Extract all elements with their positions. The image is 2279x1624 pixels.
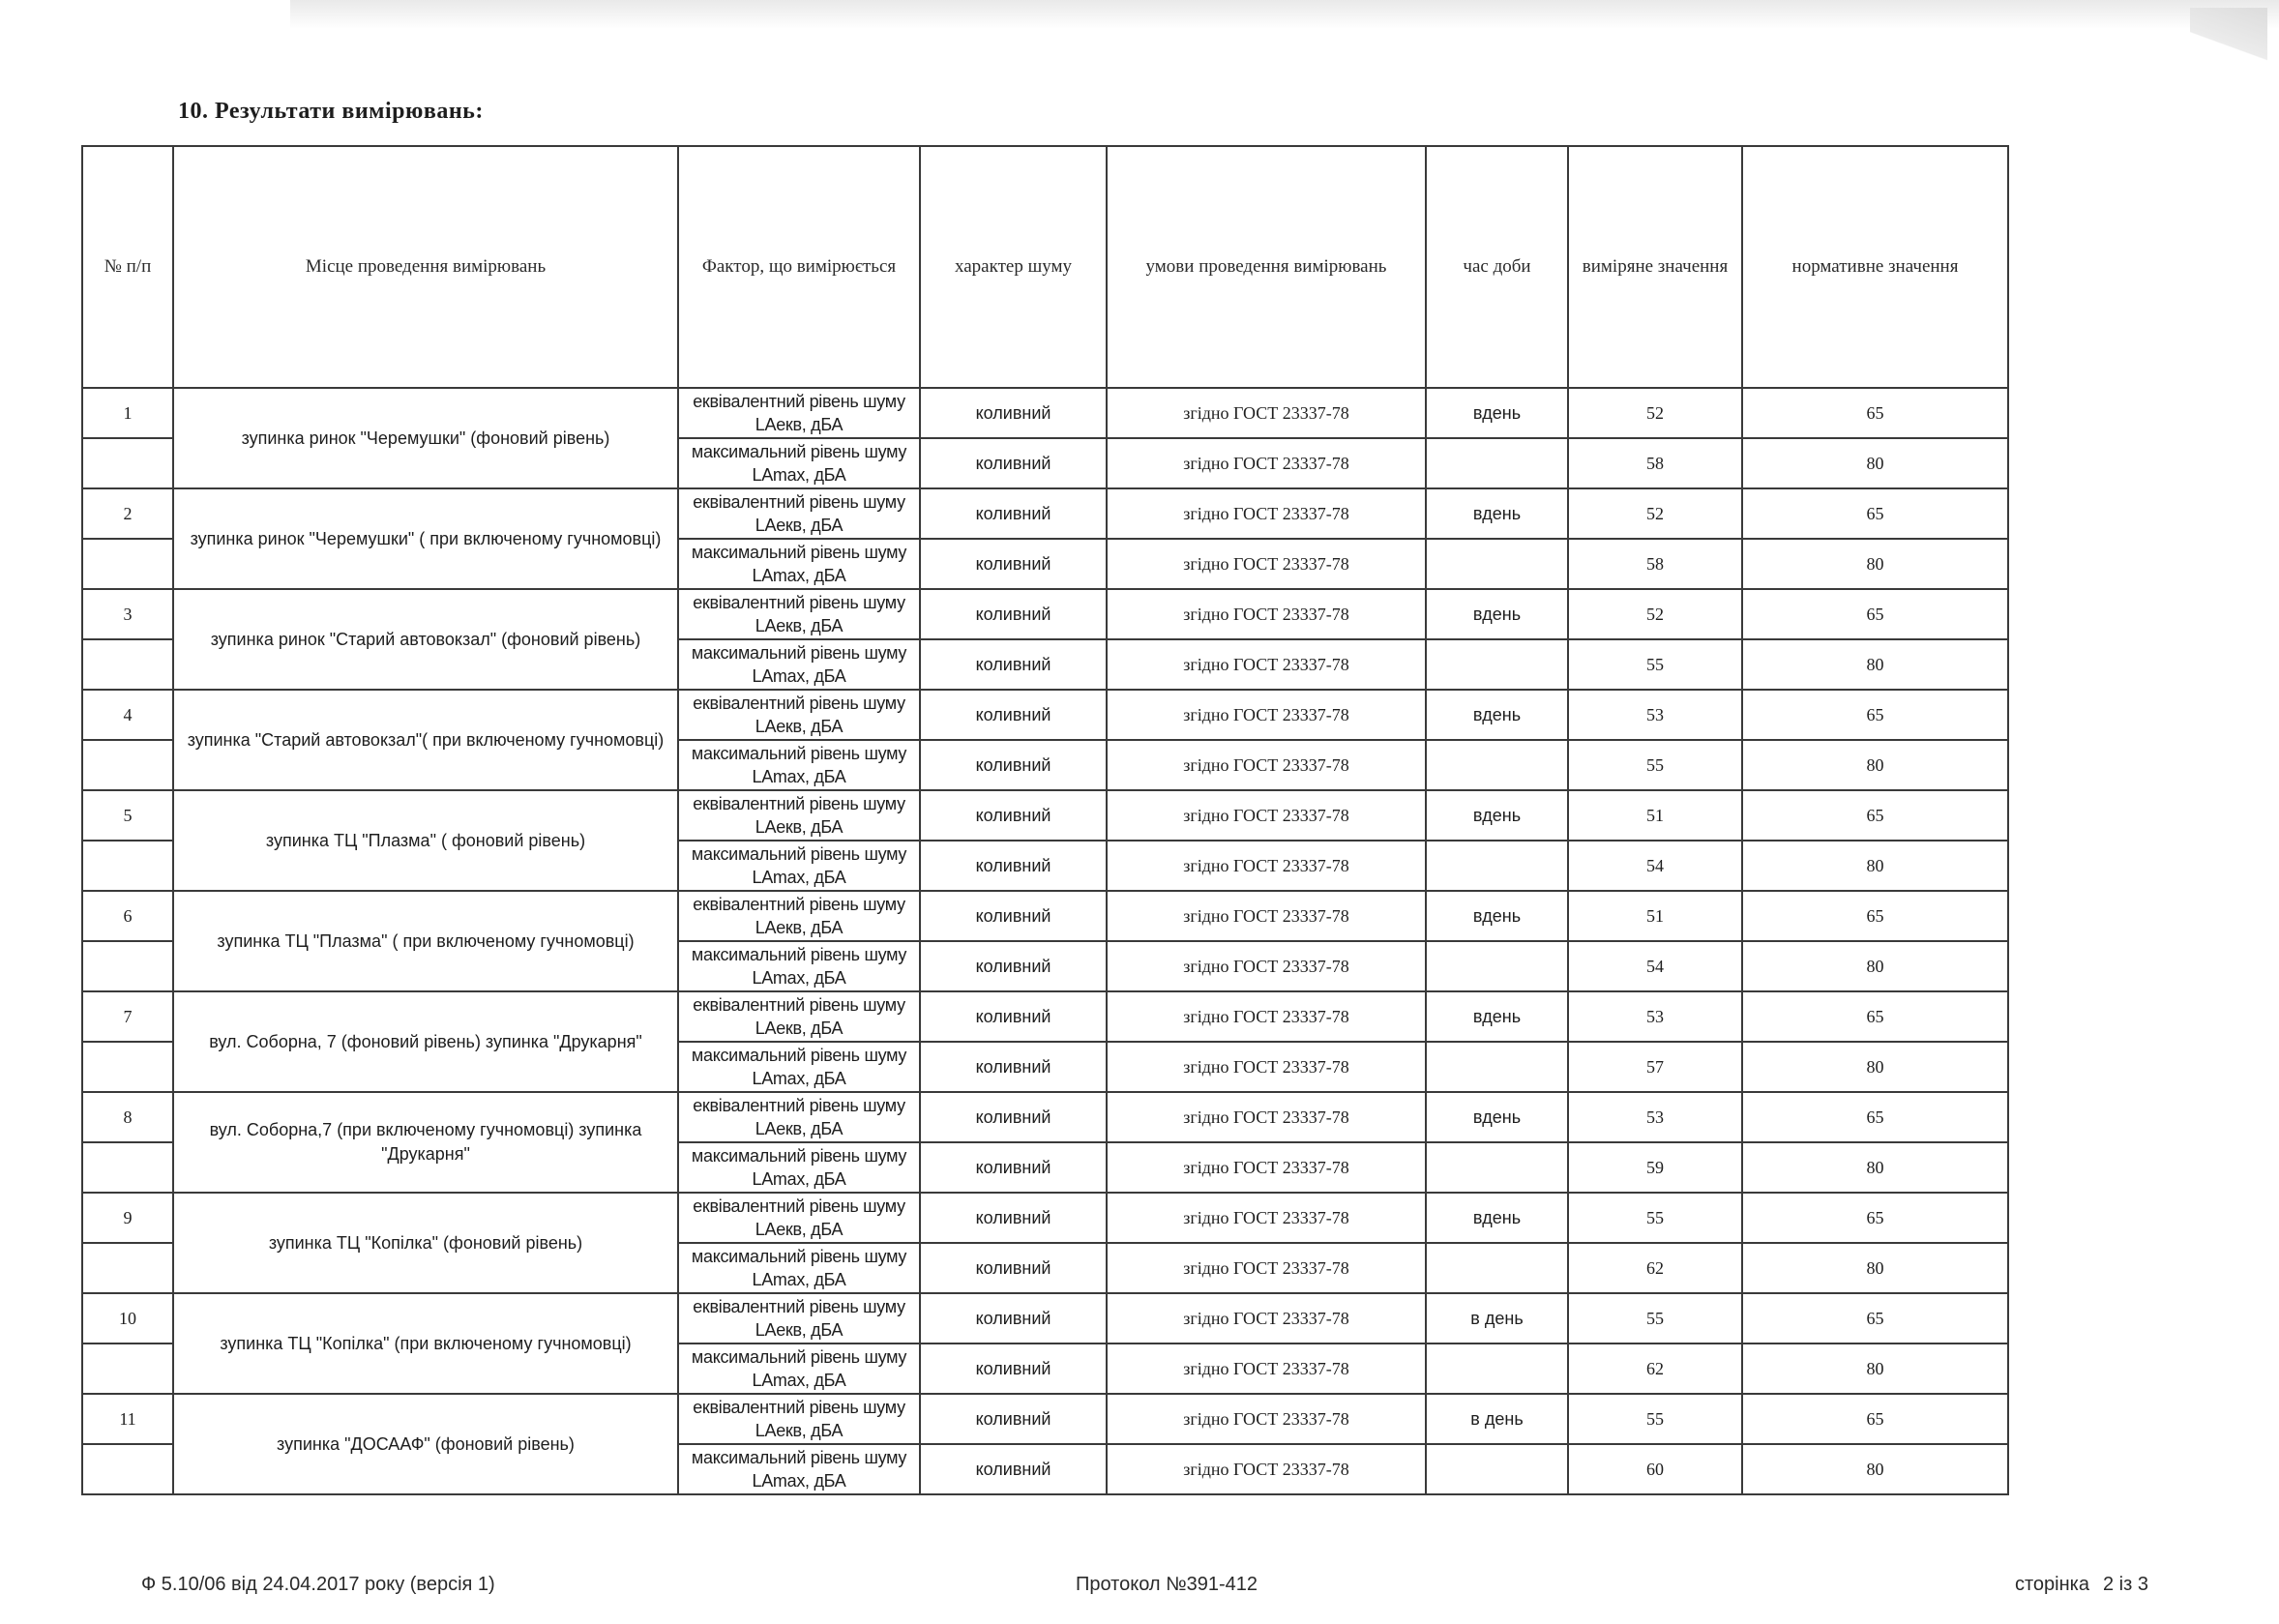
cell-place: зупинка "Старий автовокзал"( при включеному гучномовці) xyxy=(173,690,678,790)
cell-conditions: згідно ГОСТ 23337-78 xyxy=(1107,841,1426,891)
cell-normative-value: 80 xyxy=(1742,438,2008,488)
cell-character: коливний xyxy=(920,690,1107,740)
cell-measured-value: 62 xyxy=(1568,1243,1742,1293)
cell-conditions: згідно ГОСТ 23337-78 xyxy=(1107,1042,1426,1092)
cell-normative-value: 80 xyxy=(1742,1142,2008,1193)
cell-normative-value: 65 xyxy=(1742,1394,2008,1444)
cell-character: коливний xyxy=(920,790,1107,841)
cell-measured-value: 55 xyxy=(1568,639,1742,690)
cell-character: коливний xyxy=(920,740,1107,790)
cell-normative-value: 80 xyxy=(1742,1243,2008,1293)
cell-conditions: згідно ГОСТ 23337-78 xyxy=(1107,1092,1426,1142)
cell-daytime: вдень xyxy=(1426,991,1568,1042)
cell-daytime xyxy=(1426,1042,1568,1092)
cell-factor: максимальний рівень шуму LAmax, дБА xyxy=(678,740,920,790)
cell-factor: еквівалентний рівень шуму LAекв, дБА xyxy=(678,690,920,740)
cell-measured-value: 53 xyxy=(1568,991,1742,1042)
cell-daytime: вдень xyxy=(1426,388,1568,438)
cell-character: коливний xyxy=(920,488,1107,539)
cell-character: коливний xyxy=(920,589,1107,639)
page-of: 2 із 3 xyxy=(2102,1574,2148,1595)
cell-character: коливний xyxy=(920,1092,1107,1142)
header-num: № п/п xyxy=(82,146,173,388)
cell-num: 2 xyxy=(82,488,173,539)
cell-daytime: вдень xyxy=(1426,790,1568,841)
cell-place: вул. Соборна,7 (при включеному гучномовці) зупинка "Друкарня" xyxy=(173,1092,678,1193)
page-label: сторінка xyxy=(2015,1574,2089,1595)
cell-conditions: згідно ГОСТ 23337-78 xyxy=(1107,941,1426,991)
cell-daytime xyxy=(1426,841,1568,891)
cell-character: коливний xyxy=(920,539,1107,589)
cell-conditions: згідно ГОСТ 23337-78 xyxy=(1107,488,1426,539)
cell-normative-value: 80 xyxy=(1742,539,2008,589)
cell-measured-value: 55 xyxy=(1568,1394,1742,1444)
cell-num xyxy=(82,438,173,488)
cell-measured-value: 58 xyxy=(1568,438,1742,488)
cell-factor: максимальний рівень шуму LAmax, дБА xyxy=(678,438,920,488)
cell-conditions: згідно ГОСТ 23337-78 xyxy=(1107,740,1426,790)
cell-num: 4 xyxy=(82,690,173,740)
cell-conditions: згідно ГОСТ 23337-78 xyxy=(1107,438,1426,488)
cell-daytime: вдень xyxy=(1426,1193,1568,1243)
cell-character: коливний xyxy=(920,438,1107,488)
cell-num: 3 xyxy=(82,589,173,639)
cell-measured-value: 58 xyxy=(1568,539,1742,589)
cell-measured-value: 54 xyxy=(1568,941,1742,991)
cell-character: коливний xyxy=(920,1142,1107,1193)
table-row xyxy=(82,1092,2008,1142)
cell-daytime xyxy=(1426,438,1568,488)
cell-measured-value: 52 xyxy=(1568,589,1742,639)
cell-factor: максимальний рівень шуму LAmax, дБА xyxy=(678,1243,920,1293)
cell-factor: максимальний рівень шуму LAmax, дБА xyxy=(678,539,920,589)
cell-measured-value: 59 xyxy=(1568,1142,1742,1193)
cell-num: 7 xyxy=(82,991,173,1042)
cell-measured-value: 53 xyxy=(1568,1092,1742,1142)
cell-factor: еквівалентний рівень шуму LAекв, дБА xyxy=(678,790,920,841)
cell-normative-value: 80 xyxy=(1742,639,2008,690)
cell-conditions: згідно ГОСТ 23337-78 xyxy=(1107,539,1426,589)
cell-normative-value: 65 xyxy=(1742,991,2008,1042)
scan-edge-shadow xyxy=(290,0,2279,29)
cell-normative-value: 65 xyxy=(1742,488,2008,539)
cell-num xyxy=(82,539,173,589)
cell-num: 11 xyxy=(82,1394,173,1444)
table-row xyxy=(82,790,2008,841)
cell-daytime xyxy=(1426,1142,1568,1193)
cell-normative-value: 65 xyxy=(1742,1193,2008,1243)
cell-conditions: згідно ГОСТ 23337-78 xyxy=(1107,690,1426,740)
table-row xyxy=(82,891,2008,941)
header-place: Місце проведення вимірювань xyxy=(173,146,678,388)
table-row xyxy=(82,1293,2008,1343)
cell-num xyxy=(82,841,173,891)
results-table xyxy=(81,145,2009,1495)
header-daytime: час доби xyxy=(1426,146,1568,388)
cell-normative-value: 80 xyxy=(1742,740,2008,790)
cell-factor: еквівалентний рівень шуму LAекв, дБА xyxy=(678,891,920,941)
cell-factor: еквівалентний рівень шуму LAекв, дБА xyxy=(678,589,920,639)
cell-num: 10 xyxy=(82,1293,173,1343)
cell-conditions: згідно ГОСТ 23337-78 xyxy=(1107,1343,1426,1394)
header-conditions: умови проведення вимірювань xyxy=(1107,146,1426,388)
cell-num xyxy=(82,1243,173,1293)
cell-measured-value: 52 xyxy=(1568,488,1742,539)
cell-place: зупинка "ДОСААФ" (фоновий рівень) xyxy=(173,1394,678,1494)
cell-character: коливний xyxy=(920,991,1107,1042)
page-corner-fold xyxy=(2190,8,2267,95)
footer-protocol-number: Протокол №391-412 xyxy=(1076,1574,1258,1595)
cell-daytime xyxy=(1426,1444,1568,1494)
cell-conditions: згідно ГОСТ 23337-78 xyxy=(1107,991,1426,1042)
cell-daytime: вдень xyxy=(1426,690,1568,740)
cell-daytime: в день xyxy=(1426,1293,1568,1343)
cell-num xyxy=(82,1444,173,1494)
table-row xyxy=(82,690,2008,740)
cell-character: коливний xyxy=(920,1394,1107,1444)
cell-conditions: згідно ГОСТ 23337-78 xyxy=(1107,790,1426,841)
cell-conditions: згідно ГОСТ 23337-78 xyxy=(1107,1293,1426,1343)
cell-factor: максимальний рівень шуму LAmax, дБА xyxy=(678,841,920,891)
table-row xyxy=(82,991,2008,1042)
cell-character: коливний xyxy=(920,1243,1107,1293)
cell-num: 5 xyxy=(82,790,173,841)
cell-measured-value: 55 xyxy=(1568,1193,1742,1243)
cell-measured-value: 57 xyxy=(1568,1042,1742,1092)
cell-normative-value: 65 xyxy=(1742,1293,2008,1343)
footer-form-code: Ф 5.10/06 від 24.04.2017 року (версія 1) xyxy=(141,1574,495,1595)
cell-conditions: згідно ГОСТ 23337-78 xyxy=(1107,1394,1426,1444)
cell-normative-value: 80 xyxy=(1742,841,2008,891)
cell-place: вул. Соборна, 7 (фоновий рівень) зупинка "Друкарня" xyxy=(173,991,678,1092)
cell-factor: максимальний рівень шуму LAmax, дБА xyxy=(678,1444,920,1494)
cell-place: зупинка ринок "Старий автовокзал" (фоновий рівень) xyxy=(173,589,678,690)
table-row xyxy=(82,1394,2008,1444)
header-character: характер шуму xyxy=(920,146,1107,388)
cell-character: коливний xyxy=(920,941,1107,991)
cell-place: зупинка ТЦ "Копілка" (фоновий рівень) xyxy=(173,1193,678,1293)
cell-daytime: вдень xyxy=(1426,891,1568,941)
cell-measured-value: 52 xyxy=(1568,388,1742,438)
cell-conditions: згідно ГОСТ 23337-78 xyxy=(1107,1243,1426,1293)
cell-place: зупинка ТЦ "Плазма" ( при включеному гучномовці) xyxy=(173,891,678,991)
cell-conditions: згідно ГОСТ 23337-78 xyxy=(1107,388,1426,438)
table-row xyxy=(82,488,2008,539)
cell-factor: еквівалентний рівень шуму LAекв, дБА xyxy=(678,1293,920,1343)
cell-factor: еквівалентний рівень шуму LAекв, дБА xyxy=(678,1193,920,1243)
cell-num: 9 xyxy=(82,1193,173,1243)
cell-daytime: вдень xyxy=(1426,488,1568,539)
cell-daytime xyxy=(1426,1243,1568,1293)
cell-place: зупинка ринок "Черемушки" ( при включеному гучномовці) xyxy=(173,488,678,589)
cell-conditions: згідно ГОСТ 23337-78 xyxy=(1107,589,1426,639)
cell-normative-value: 65 xyxy=(1742,891,2008,941)
cell-factor: максимальний рівень шуму LAmax, дБА xyxy=(678,1142,920,1193)
cell-character: коливний xyxy=(920,388,1107,438)
cell-factor: еквівалентний рівень шуму LAекв, дБА xyxy=(678,991,920,1042)
cell-conditions: згідно ГОСТ 23337-78 xyxy=(1107,1142,1426,1193)
cell-place: зупинка ринок "Черемушки" (фоновий рівень) xyxy=(173,388,678,488)
header-normative: нормативне значення xyxy=(1742,146,2008,388)
cell-normative-value: 80 xyxy=(1742,1444,2008,1494)
cell-factor: максимальний рівень шуму LAmax, дБА xyxy=(678,1042,920,1092)
table-header-row xyxy=(82,146,2008,388)
cell-num: 8 xyxy=(82,1092,173,1142)
table-row xyxy=(82,388,2008,438)
cell-normative-value: 65 xyxy=(1742,388,2008,438)
cell-num xyxy=(82,639,173,690)
cell-normative-value: 65 xyxy=(1742,1092,2008,1142)
cell-normative-value: 65 xyxy=(1742,790,2008,841)
cell-character: коливний xyxy=(920,639,1107,690)
cell-num xyxy=(82,740,173,790)
cell-normative-value: 80 xyxy=(1742,1343,2008,1394)
cell-normative-value: 65 xyxy=(1742,690,2008,740)
cell-factor: еквівалентний рівень шуму LAекв, дБА xyxy=(678,488,920,539)
cell-character: коливний xyxy=(920,1042,1107,1092)
cell-measured-value: 55 xyxy=(1568,740,1742,790)
cell-normative-value: 65 xyxy=(1742,589,2008,639)
cell-character: коливний xyxy=(920,1193,1107,1243)
cell-factor: максимальний рівень шуму LAmax, дБА xyxy=(678,941,920,991)
cell-conditions: згідно ГОСТ 23337-78 xyxy=(1107,639,1426,690)
cell-daytime: вдень xyxy=(1426,589,1568,639)
cell-measured-value: 51 xyxy=(1568,790,1742,841)
cell-factor: еквівалентний рівень шуму LAекв, дБА xyxy=(678,388,920,438)
cell-num: 6 xyxy=(82,891,173,941)
cell-factor: еквівалентний рівень шуму LAекв, дБА xyxy=(678,1394,920,1444)
cell-character: коливний xyxy=(920,891,1107,941)
cell-conditions: згідно ГОСТ 23337-78 xyxy=(1107,1444,1426,1494)
cell-measured-value: 55 xyxy=(1568,1293,1742,1343)
cell-num xyxy=(82,1142,173,1193)
cell-character: коливний xyxy=(920,1343,1107,1394)
header-factor: Фактор, що вимірюється xyxy=(678,146,920,388)
cell-factor: еквівалентний рівень шуму LAекв, дБА xyxy=(678,1092,920,1142)
cell-num xyxy=(82,941,173,991)
cell-daytime: вдень xyxy=(1426,1092,1568,1142)
cell-measured-value: 51 xyxy=(1568,891,1742,941)
cell-normative-value: 80 xyxy=(1742,1042,2008,1092)
cell-daytime xyxy=(1426,740,1568,790)
cell-normative-value: 80 xyxy=(1742,941,2008,991)
cell-factor: максимальний рівень шуму LAmax, дБА xyxy=(678,639,920,690)
cell-measured-value: 60 xyxy=(1568,1444,1742,1494)
cell-place: зупинка ТЦ "Копілка" (при включеному гучномовці) xyxy=(173,1293,678,1394)
cell-character: коливний xyxy=(920,1293,1107,1343)
footer-page-number xyxy=(2015,1574,2148,1596)
cell-daytime xyxy=(1426,539,1568,589)
cell-daytime: в день xyxy=(1426,1394,1568,1444)
cell-character: коливний xyxy=(920,1444,1107,1494)
cell-conditions: згідно ГОСТ 23337-78 xyxy=(1107,1193,1426,1243)
section-title: 10. Результати вимірювань: xyxy=(178,99,484,124)
cell-measured-value: 53 xyxy=(1568,690,1742,740)
cell-num xyxy=(82,1343,173,1394)
cell-daytime xyxy=(1426,941,1568,991)
cell-measured-value: 54 xyxy=(1568,841,1742,891)
cell-daytime xyxy=(1426,639,1568,690)
table-row xyxy=(82,589,2008,639)
cell-num xyxy=(82,1042,173,1092)
cell-measured-value: 62 xyxy=(1568,1343,1742,1394)
header-measured: виміряне значення xyxy=(1568,146,1742,388)
cell-character: коливний xyxy=(920,841,1107,891)
results-body xyxy=(82,388,2008,1494)
cell-conditions: згідно ГОСТ 23337-78 xyxy=(1107,891,1426,941)
table-row xyxy=(82,1193,2008,1243)
cell-factor: максимальний рівень шуму LAmax, дБА xyxy=(678,1343,920,1394)
cell-place: зупинка ТЦ "Плазма" ( фоновий рівень) xyxy=(173,790,678,891)
cell-num: 1 xyxy=(82,388,173,438)
cell-daytime xyxy=(1426,1343,1568,1394)
